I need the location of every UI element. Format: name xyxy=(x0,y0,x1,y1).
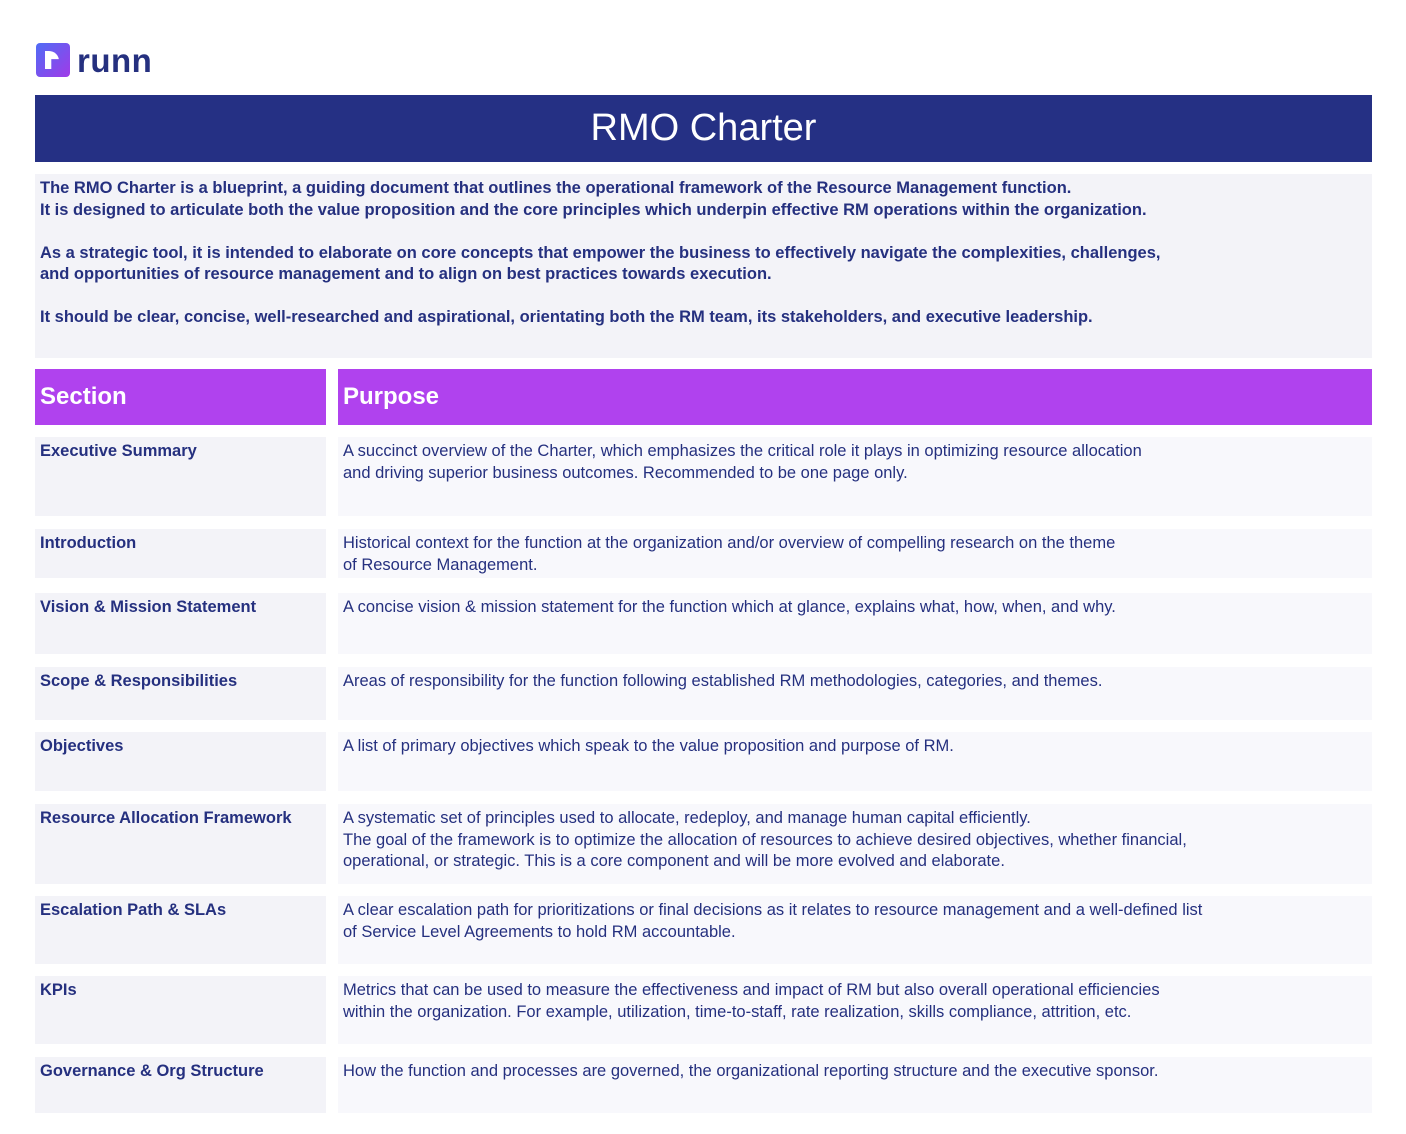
row-purpose: A clear escalation path for prioritizations or final decisions as it relates to resource management and a well-defined list of Service Level Agreements to hold RM accountable. xyxy=(338,896,1372,964)
row-section: Governance & Org Structure xyxy=(35,1057,326,1113)
header-section: Section xyxy=(35,369,326,425)
row-purpose: How the function and processes are governed, the organizational reporting structure and the executive sponsor. xyxy=(338,1057,1372,1113)
row-purpose: A concise vision & mission statement for the function which at glance, explains what, how, when, and why. xyxy=(338,593,1372,654)
row-purpose: Areas of responsibility for the function following established RM methodologies, categories, and themes. xyxy=(338,667,1372,720)
row-section: Introduction xyxy=(35,529,326,578)
row-section: Scope & Responsibilities xyxy=(35,667,326,720)
row-purpose: A list of primary objectives which speak to the value proposition and purpose of RM. xyxy=(338,732,1372,791)
row-purpose: A succinct overview of the Charter, which emphasizes the critical role it plays in optimizing resource allocation and driving superior business outcomes. Recommended to be one page only. xyxy=(338,437,1372,516)
header-purpose: Purpose xyxy=(338,369,1372,425)
row-section: Objectives xyxy=(35,732,326,791)
logo-text: runn xyxy=(77,41,153,79)
row-section: Resource Allocation Framework xyxy=(35,804,326,884)
row-purpose: Metrics that can be used to measure the effectiveness and impact of RM but also overall operational efficiencies within the organization. For example, utilization, time-to-staff, rate realization, skills compliance, attrition, etc. xyxy=(338,976,1372,1044)
row-section: KPIs xyxy=(35,976,326,1044)
row-purpose: Historical context for the function at the organization and/or overview of compelling research on the theme of Resource Management. xyxy=(338,529,1372,578)
row-purpose: A systematic set of principles used to allocate, redeploy, and manage human capital efficiently. The goal of the framework is to optimize the allocation of resources to achieve desired objectives, whether financial, operational, or strategic. This is a core component and will be more evolved and elaborate. xyxy=(338,804,1372,884)
intro-text: The RMO Charter is a blueprint, a guiding document that outlines the operational framework of the Resource Management function. It is designed to articulate both the value proposition and the core principles which underpin effective RM operations within the organization. As a strategic tool, it is intended to elaborate on core concepts that empower the business to effectively navigate the complexities, challenges, and opportunities of resource management and to align on best practices towards execution. It should be clear, concise, well-researched and aspirational, orientating both the RM team, its stakeholders, and executive leadership. xyxy=(35,174,1372,358)
runn-logo xyxy=(36,43,152,77)
page-title: RMO Charter xyxy=(35,95,1372,162)
runn-logo-icon xyxy=(36,43,70,77)
row-section: Executive Summary xyxy=(35,437,326,516)
row-section: Escalation Path & SLAs xyxy=(35,896,326,964)
row-section: Vision & Mission Statement xyxy=(35,593,326,654)
